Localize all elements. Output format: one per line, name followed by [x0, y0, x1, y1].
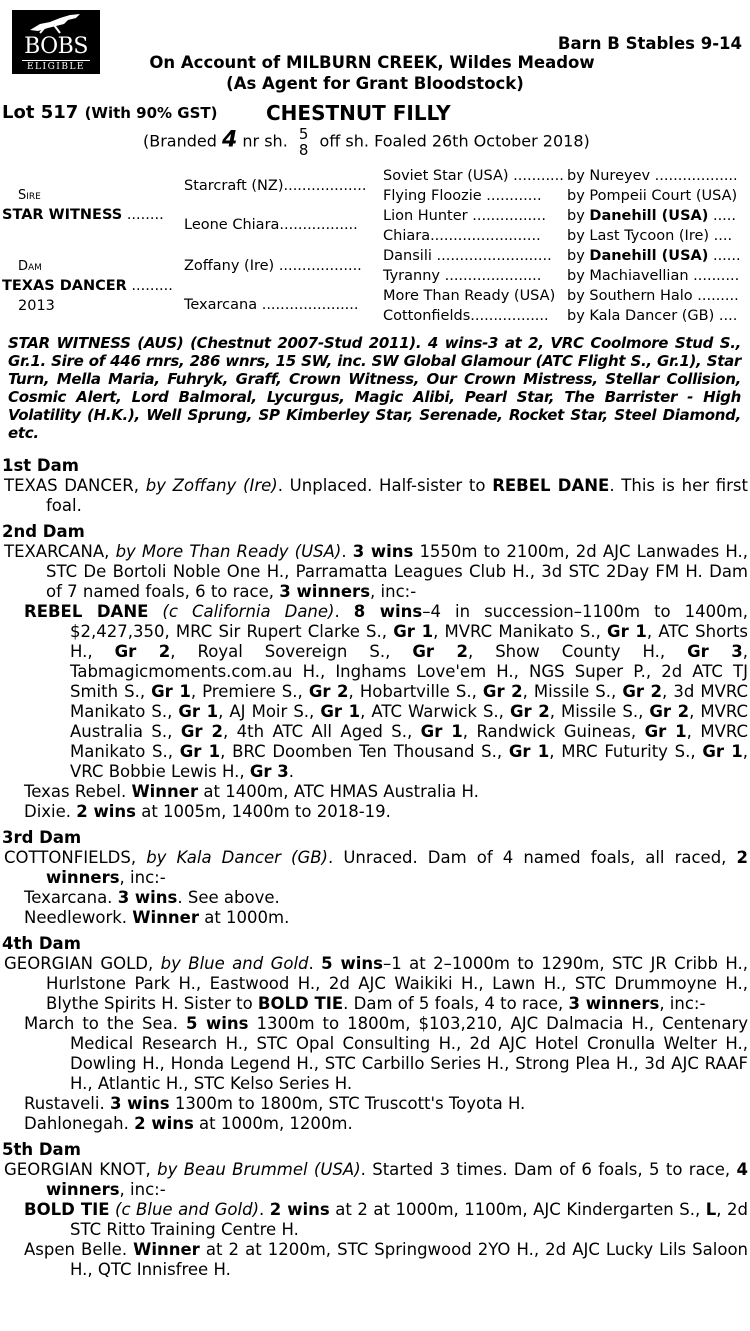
- sire-summary: STAR WITNESS (AUS) (Chestnut 2007-Stud 2011). 4 wins-3 at 2, VRC Coolmore Stud S., Gr.1. Sire of 446 rnrs, 286 wnrs, 15 SW, inc. SW Global Glamour (ATC Flight S., Gr.1), Star Turn, Mella Maria, Fuhryk, Graff, Crown Witness, Our Crown Mistress, Stellar Collision, Cosmic Alert, Lord Balmoral, Lycurgus, Magic Alibi, Pearl Star, The Barrister - High Volatility (H.K.), Well Sprung, SP Kimberley Star, Serenade, Rocket Star, Steel Diamond, etc.: [8, 334, 741, 442]
- brand-line: [143, 126, 590, 158]
- vendor-agent: (As Agent for Grant Bloodstock): [226, 74, 524, 93]
- ggp-3-name: Lion Hunter ................: [383, 208, 546, 224]
- fraction-denominator: 8: [298, 141, 309, 159]
- ggp-5-name: Dansili .........................: [383, 248, 552, 264]
- second-dam-heading: 2nd Dam: [2, 522, 85, 541]
- dahlonegah-entry: Dahlonegah. 2 wins at 1000m, 1200m.: [24, 1114, 353, 1133]
- stables-location: Barn B Stables 9-14: [557, 34, 742, 53]
- dam-label: Dam: [18, 259, 42, 274]
- ggp-7-by: by Southern Halo .........: [567, 288, 739, 304]
- grandparent-4: Texarcana .....................: [184, 297, 359, 313]
- ggp-4-name: Chiara........................: [383, 228, 541, 244]
- fourth-dam-heading: 4th Dam: [2, 934, 81, 953]
- logo-line2: ELIGIBLE: [22, 60, 90, 72]
- ggp-1-name: Soviet Star (USA) ...........: [383, 168, 564, 184]
- grandparent-2: Leone Chiara.................: [184, 217, 358, 233]
- fourth-dam-entry: GEORGIAN GOLD, by Blue and Gold. 5 wins–1 at 2–1000m to 1290m, STC JR Cribb H., Hurlstone Park H., Eastwood H., 2d AJC Waikiki H., Lawn H., STC Drummoyne H., Blythe Spirits H. Sister to BOLD TIE. Dam of 5 foals, 4 to race, 3 winners, inc:-: [4, 954, 748, 1013]
- brand-before: (Branded: [143, 131, 217, 151]
- grandparent-3: Zoffany (Ire) ..................: [184, 258, 362, 274]
- fifth-dam-entry: GEORGIAN KNOT, by Beau Brummel (USA). Started 3 times. Dam of 6 foals, 5 to race, 4 winners, inc:-: [4, 1160, 748, 1199]
- dam-sections: [2, 456, 748, 1280]
- ggp-3-by: by Danehill (USA) .....: [567, 208, 737, 224]
- needlework-entry: Needlework. Winner at 1000m.: [24, 908, 290, 927]
- sire-name: STAR WITNESS ........: [2, 207, 164, 223]
- lot-number-line: [2, 102, 218, 123]
- texas-rebel-entry: Texas Rebel. Winner at 1400m, ATC HMAS Australia H.: [24, 782, 479, 801]
- ggp-2-name: Flying Floozie ............: [383, 188, 542, 204]
- ggp-4-by: by Last Tycoon (Ire) ....: [567, 228, 733, 244]
- brand-after: off sh. Foaled 26th October 2018): [319, 131, 590, 151]
- fraction-numerator: 5: [298, 125, 309, 143]
- third-dam-entry: COTTONFIELDS, by Kala Dancer (GB). Unraced. Dam of 4 named foals, all raced, 2 winners, inc:-: [4, 848, 748, 887]
- horse-icon: [26, 12, 86, 34]
- texarcana-entry: Texarcana. 3 wins. See above.: [24, 888, 280, 907]
- aspen-belle-entry: Aspen Belle. Winner at 2 at 1200m, STC Springwood 2YO H., 2d AJC Lucky Lils Saloon H., QTC Innisfree H.: [24, 1240, 749, 1279]
- fifth-dam-heading: 5th Dam: [2, 1140, 81, 1159]
- first-dam-entry: TEXAS DANCER, by Zoffany (Ire). Unplaced. Half-sister to REBEL DANE. This is her first foal.: [4, 476, 748, 515]
- march-to-the-sea-entry: March to the Sea. 5 wins 1300m to 1800m, $103,210, AJC Dalmacia H., Centenary Medical Research H., STC Opal Consulting H., 2d AJC Hotel Cronulla Welter H., Dowling H., Honda Legend H., STC Carbillo Series H., Strong Plea H., 3d AJC RAAF H., Atlantic H., STC Kelso Series H.: [24, 1014, 748, 1093]
- ggp-5-by: by Danehill (USA) ......: [567, 248, 741, 264]
- ggp-6-by: by Machiavellian ..........: [567, 268, 740, 284]
- dixie-entry: Dixie. 2 wins at 1005m, 1400m to 2018-19.: [24, 802, 391, 821]
- brand-glyph: 4: [222, 127, 238, 153]
- brand-mid: nr sh.: [242, 131, 288, 151]
- first-dam-heading: 1st Dam: [2, 456, 79, 475]
- ggp-1-by: by Nureyev ..................: [567, 168, 738, 184]
- brand-fraction: [299, 126, 309, 158]
- ggp-2-by: by Pompeii Court (USA): [567, 188, 738, 204]
- ggp-8-name: Cottonfields.................: [383, 308, 549, 324]
- vendor-account: On Account of MILBURN CREEK, Wildes Meadow: [149, 53, 595, 72]
- lot-number: Lot 517: [2, 102, 79, 123]
- rebel-dane-entry: REBEL DANE (c California Dane). 8 wins–4 in succession–1100m to 1400m, $2,427,350, MRC Sir Rupert Clarke S., Gr 1, MVRC Manikato S., Gr 1, ATC Shorts H., Gr 2, Royal Sovereign S., Gr 2, Show County H., Gr 3, Tabmagicmoments.com.au H., Inghams Love'em H., NGS Super P., 2d ATC TJ Smith S., Gr 1, Premiere S., Gr 2, Hobartville S., Gr 2, Missile S., Gr 2, 3d MVRC Manikato S., Gr 1, AJ Moir S., Gr 1, ATC Warwick S., Gr 2, Missile S., Gr 2, MVRC Australia S., Gr 2, 4th ATC All Aged S., Gr 1, Randwick Guineas, Gr 1, MVRC Manikato S., Gr 1, BRC Doomben Ten Thousand S., Gr 1, MRC Futurity S., Gr 1, VRC Bobbie Lewis H., Gr 3.: [24, 602, 749, 781]
- dam-year: 2013: [18, 298, 55, 314]
- lot-gst: (With 90% GST): [84, 104, 218, 122]
- rustaveli-entry: Rustaveli. 3 wins 1300m to 1800m, STC Truscott's Toyota H.: [24, 1094, 526, 1113]
- ggp-6-name: Tyranny .....................: [383, 268, 542, 284]
- ggp-8-by: by Kala Dancer (GB) ....: [567, 308, 738, 324]
- sire-label: Sire: [18, 188, 41, 203]
- grandparent-1: Starcraft (NZ)..................: [184, 178, 367, 194]
- logo-line1: BOBS: [24, 34, 88, 59]
- dam-name: TEXAS DANCER .........: [2, 278, 173, 294]
- second-dam-entry: TEXARCANA, by More Than Ready (USA). 3 wins 1550m to 2100m, 2d AJC Lanwades H., STC De Bortoli Noble One H., Parramatta Leagues Club H., 3d STC 2Day FM H. Dam of 7 named foals, 6 to race, 3 winners, inc:-: [4, 542, 748, 601]
- lot-title: CHESTNUT FILLY: [266, 101, 451, 125]
- bold-tie-entry: BOLD TIE (c Blue and Gold). 2 wins at 2 at 1000m, 1100m, AJC Kindergarten S., L, 2d STC Ritto Training Centre H.: [24, 1200, 748, 1239]
- ggp-7-name: More Than Ready (USA): [383, 288, 556, 304]
- third-dam-heading: 3rd Dam: [2, 828, 82, 847]
